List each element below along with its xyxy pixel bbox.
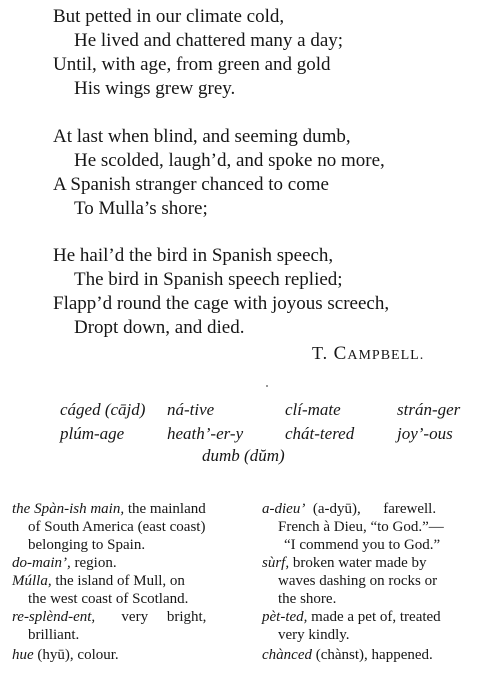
gloss-text: the west coast of Scotland. [28, 591, 189, 607]
vocab-word: plúm-age [60, 424, 125, 443]
poem-line: Until, with age, from green and gold [53, 54, 331, 75]
poem-line: Flapp’d round the cage with joyous screech, [53, 293, 390, 314]
poem-line: Dropt down, and died. [74, 317, 245, 338]
gloss-line [278, 590, 336, 608]
gloss-entry [262, 554, 427, 572]
vocab-word: dumb (dŭm) [202, 446, 285, 465]
gloss-text: broken water made by [289, 555, 427, 571]
gloss-term: re-splènd-ent, [12, 609, 96, 625]
gloss-text: (chànst), happened. [311, 647, 433, 663]
gloss-line [278, 518, 444, 536]
gloss-text: the shore. [278, 591, 337, 607]
vocab-word: heath’-er-y [167, 424, 244, 443]
vocab-word: ná-tive [167, 400, 215, 419]
gloss-text: made a pet of, treated [307, 609, 441, 625]
vocab-word: joy’-ous [397, 424, 453, 443]
gloss-entry [12, 646, 119, 664]
gloss-term: sùrf, [262, 555, 290, 571]
gloss-term: the Spàn-ish main, [12, 501, 125, 517]
poem-line: He hail’d the bird in Spanish speech, [53, 245, 334, 266]
gloss-text: the mainland [124, 501, 206, 517]
vocab-word: chát-tered [285, 424, 355, 443]
author-surname-first: C [333, 343, 348, 364]
gloss-entry [12, 572, 185, 590]
gloss-line [278, 626, 350, 644]
gloss-line [278, 572, 437, 590]
vocab-word: cáged (cājd) [60, 400, 146, 419]
divider-dot [266, 385, 268, 387]
gloss-entry [262, 608, 441, 626]
gloss-line [28, 590, 188, 608]
gloss-text: of South America (east coast) [28, 519, 206, 535]
gloss-entry [12, 554, 117, 572]
gloss-term: a-dieu’ [262, 501, 306, 517]
gloss-entry [262, 646, 433, 664]
poem-line: He scolded, laugh’d, and spoke no more, [74, 150, 385, 171]
author-initial: T. [312, 343, 329, 363]
gloss-term: pèt-ted, [262, 609, 308, 625]
gloss-entry [262, 500, 436, 518]
poem-line: But petted in our climate cold, [53, 6, 285, 27]
gloss-line [284, 536, 440, 554]
poem-line: The bird in Spanish speech replied; [74, 269, 343, 290]
gloss-term: Múlla, [12, 573, 52, 589]
poem-line: He lived and chattered many a day; [74, 30, 344, 51]
vocab-word: strán-ger [397, 400, 461, 419]
gloss-term: chànced [262, 647, 312, 663]
gloss-text: belonging to Spain. [28, 537, 146, 553]
gloss-entry [12, 500, 206, 518]
gloss-line [28, 626, 79, 644]
vocab-word: clí-mate [285, 400, 341, 419]
gloss-text: very kindly. [278, 627, 350, 643]
gloss-text: region. [70, 555, 117, 571]
author-surname-rest: AMPBELL. [347, 348, 425, 363]
gloss-text: French à Dieu, “to God.”— [278, 519, 444, 535]
gloss-text: very bright, [95, 609, 207, 625]
gloss-text: (a-dyū), farewell. [305, 501, 437, 517]
gloss-text: the island of Mull, on [51, 573, 185, 589]
gloss-text: waves dashing on rocks or [278, 573, 438, 589]
poem-line: A Spanish stranger chanced to come [53, 174, 329, 195]
poem-line: His wings grew grey. [74, 78, 236, 99]
poem-line: At last when blind, and seeming dumb, [53, 126, 351, 147]
gloss-line [28, 518, 205, 536]
gloss-text: brilliant. [28, 627, 80, 643]
poem-line: To Mulla’s shore; [74, 198, 208, 219]
poem-author [312, 343, 424, 365]
gloss-entry [12, 608, 206, 626]
gloss-line [28, 536, 145, 554]
gloss-text: (hyū), colour. [33, 647, 119, 663]
gloss-text: “I commend you to God.” [284, 537, 441, 553]
gloss-term: do-main’, [12, 555, 71, 571]
gloss-term: hue [12, 647, 34, 663]
